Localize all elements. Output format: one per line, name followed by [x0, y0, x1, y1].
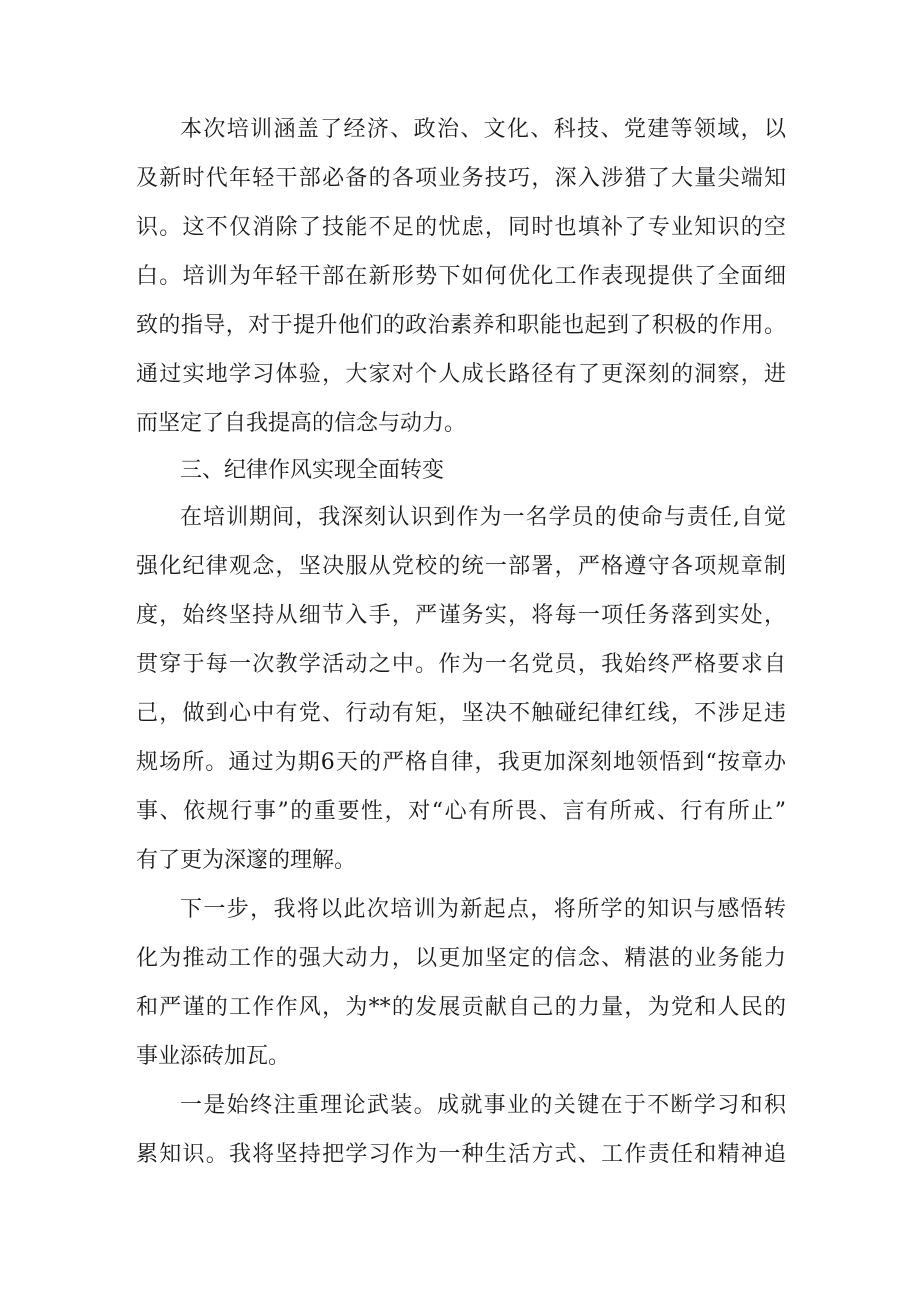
paragraph-3-line-4: 事业添砖加瓦。 [136, 1044, 291, 1069]
paragraph-1-line-1: 本次培训涵盖了经济、政治、文化、科技、党建等领域，以 [180, 117, 786, 142]
paragraph-2-line-6: 规场所。通过为期6天的严格自律，我更加深刻地领悟到“按章办 [136, 750, 786, 775]
paragraph-2-line-8: 有了更为深邃的理解。 [136, 848, 357, 873]
paragraph-3-line-2: 化为推动工作的强大动力，以更加坚定的信念、精湛的业务能力 [136, 946, 786, 971]
paragraph-4-line-1: 一是始终注重理论武装。成就事业的关键在于不断学习和积 [180, 1093, 786, 1118]
paragraph-2-line-7: 事、依规行事”的重要性，对“心有所畏、言有所戒、行有所止” [136, 799, 786, 824]
paragraph-1-line-7: 而坚定了自我提高的信念与动力。 [136, 411, 467, 436]
paragraph-1-line-3: 识。这不仅消除了技能不足的忧虑，同时也填补了专业知识的空 [136, 215, 786, 240]
section-heading-3: 三、纪律作风实现全面转变 [180, 458, 445, 483]
paragraph-2-line-5: 己，做到心中有党、行动有矩，坚决不触碰纪律红线，不涉足违 [136, 701, 786, 726]
paragraph-1-line-5: 致的指导，对于提升他们的政治素养和职能也起到了积极的作用。 [136, 313, 786, 338]
paragraph-2-line-1: 在培训期间，我深刻认识到作为一名学员的使命与责任,自觉 [180, 505, 786, 530]
paragraph-3-line-1: 下一步，我将以此次培训为新起点，将所学的知识与感悟转 [180, 897, 786, 922]
paragraph-1-line-4: 白。培训为年轻干部在新形势下如何优化工作表现提供了全面细 [136, 264, 786, 289]
paragraph-3-line-3: 和严谨的工作作风，为**的发展贡献自己的力量，为党和人民的 [136, 995, 786, 1020]
paragraph-2-line-2: 强化纪律观念，坚决服从党校的统一部署，严格遵守各项规章制 [136, 554, 786, 579]
paragraph-1-line-6: 通过实地学习体验，大家对个人成长路径有了更深刻的洞察，进 [136, 362, 786, 387]
paragraph-1-line-2: 及新时代年轻干部必备的各项业务技巧，深入涉猎了大量尖端知 [136, 166, 786, 191]
paragraph-2-line-3: 度，始终坚持从细节入手，严谨务实，将每一项任务落到实处， [136, 603, 786, 628]
paragraph-2-line-4: 贯穿于每一次教学活动之中。作为一名党员，我始终严格要求自 [136, 652, 786, 677]
paragraph-4-line-2: 累知识。我将坚持把学习作为一种生活方式、工作责任和精神追 [136, 1142, 786, 1167]
